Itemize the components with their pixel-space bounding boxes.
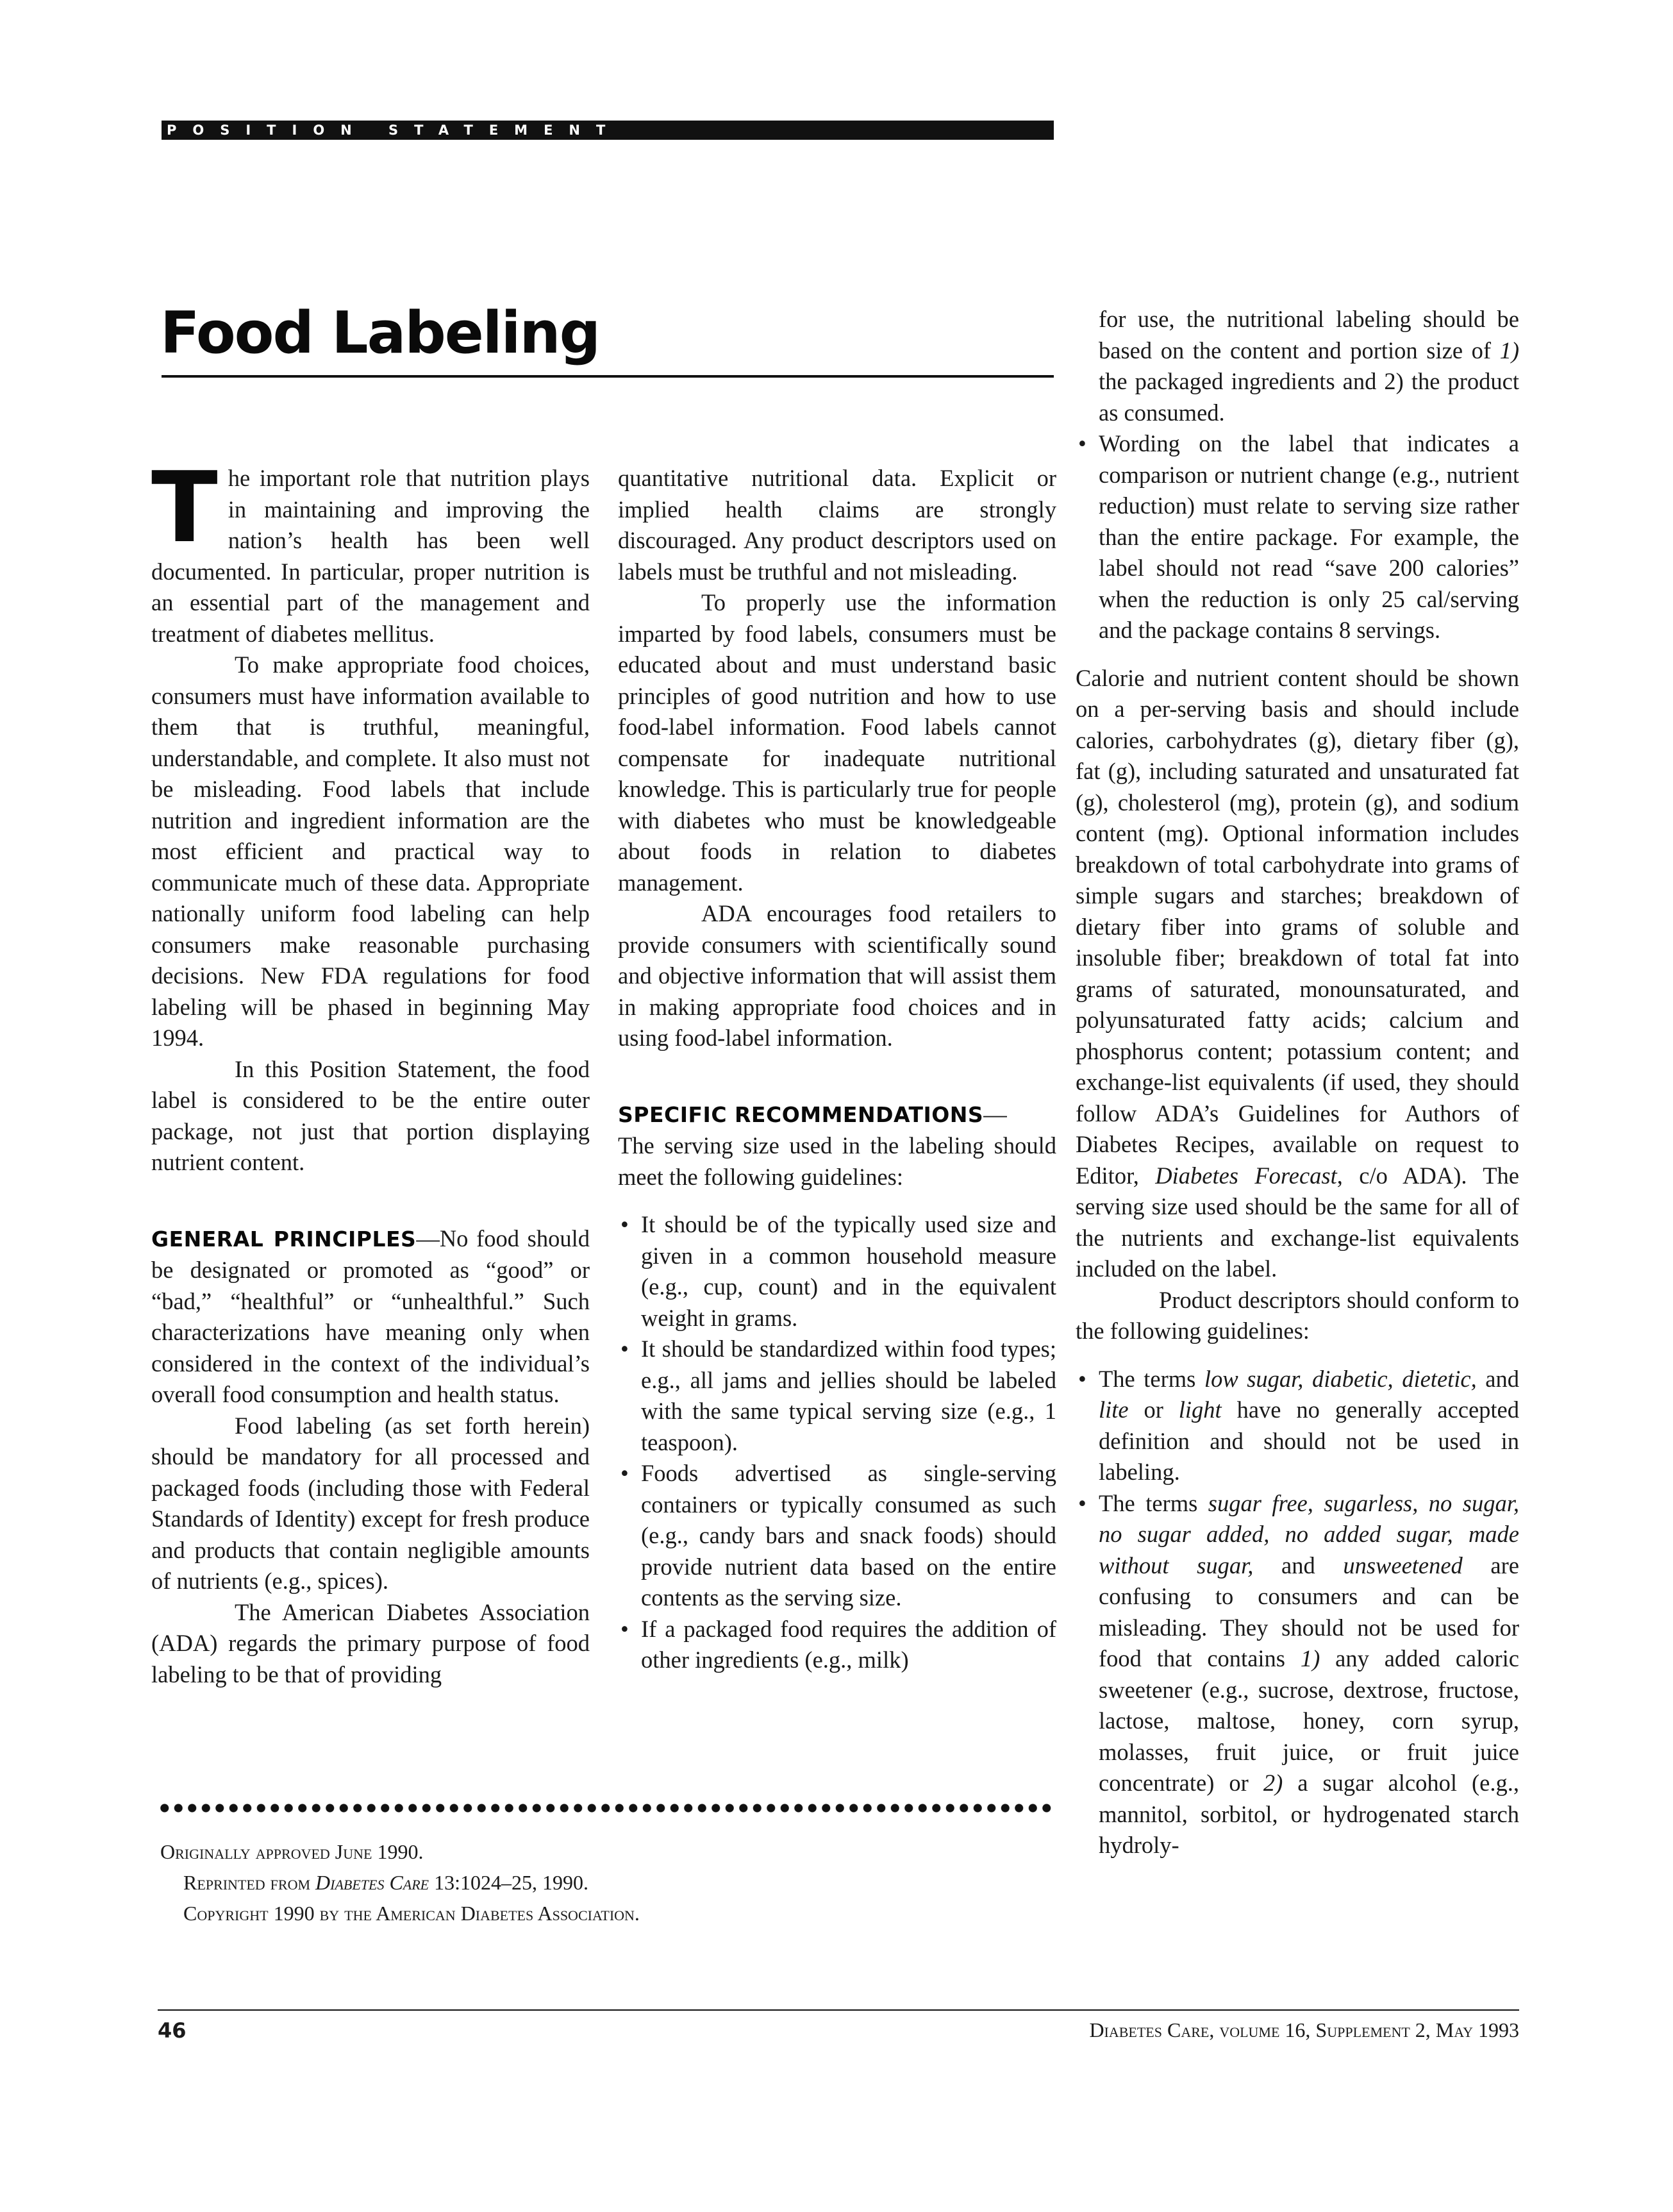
article-title: Food Labeling xyxy=(160,299,599,367)
column-2 xyxy=(618,463,1056,1676)
serving-size-guidelines-list-continued xyxy=(1076,304,1519,646)
list-item: • It should be of the typically used size and given in a common household measure (e.g., cup, count) and in the equivalent weight in grams. xyxy=(620,1211,1056,1331)
paragraph: To make appropriate food choices, consumers must have information available to them that is truthful, meaningful, understandable, and complete. It also must not be misleading. Food labels that include nutrition and ingredient information are the most efficient and practical way to communicate much of these data. Appropriate nationally uniform food labeling can help consumers make reasonable purchasing decisions. New FDA regulations for food labeling will be phased in beginning May 1994. xyxy=(151,651,590,1051)
paragraph: Food labeling (as set forth herein) should be mandatory for all processed and packaged foods (including those with Federal Standards of Identity) except for fresh produce and products that contain negligible amounts of nutrients (e.g., spices). xyxy=(151,1412,590,1594)
general-principles-paragraph: GENERAL PRINCIPLES—No food should be designated or promoted as “good” or “bad,” “healthful” or “unhealthful.” Such characterizations have meaning only when considered in the context of the individual’s overall food consumption and health status. xyxy=(151,1225,590,1407)
credit-approved: Originally approved June 1990. xyxy=(160,1840,424,1863)
paragraph: quantitative nutritional data. Explicit or implied health claims are strongly discouraged. Any product descriptors used on labels must be truthful and not misleading. xyxy=(618,465,1056,585)
paragraph: The American Diabetes Association (ADA) regards the primary purpose of food labeling to be that of providing xyxy=(151,1598,590,1688)
title-rule xyxy=(162,375,1054,378)
section-label: POSITION STATEMENT xyxy=(167,122,622,138)
paragraph: ADA encourages food retailers to provide consumers with scientifically sound and objective information that will assist them in making appropriate food choices and in using food-label information. xyxy=(618,900,1056,1051)
list-item: • It should be standardized within food types; e.g., all jams and jellies should be labeled with the same typical serving size (e.g., 1 teaspoon). xyxy=(620,1336,1056,1455)
list-item: • The terms low sugar, diabetic, dietetic, and lite or light have no generally accepted definition and should not be used in labeling. xyxy=(1078,1365,1520,1485)
journal-citation: Diabetes Care, volume 16, Supplement 2, May 1993 xyxy=(1089,2018,1519,2041)
drop-cap: T xyxy=(151,451,218,564)
credits xyxy=(160,1836,640,1929)
page-number: 46 xyxy=(158,2018,187,2043)
product-descriptor-guidelines-list xyxy=(1076,1364,1519,1861)
specific-recommendations-paragraph: SPECIFIC RECOMMENDATIONS— The serving size used in the labeling should meet the following guidelines: xyxy=(618,1100,1056,1190)
credit-copyright: Copyright 1990 by the American Diabetes Association. xyxy=(183,1902,640,1925)
list-item-continued: for use, the nutritional labeling should be based on the content and portion size of 1) the packaged ingredients and 2) the product as consumed. xyxy=(1099,306,1519,426)
paragraph: In this Position Statement, the food label is considered to be the entire outer package, not just that portion displaying nutrient content. xyxy=(151,1055,590,1175)
list-item: • If a packaged food requires the addition of other ingredients (e.g., milk) xyxy=(620,1615,1056,1673)
section-heading-general-principles: GENERAL PRINCIPLES xyxy=(151,1226,417,1252)
section-banner xyxy=(162,121,1054,140)
column-3 xyxy=(1076,304,1519,1861)
section-heading-specific-recommendations: SPECIFIC RECOMMENDATIONS xyxy=(618,1102,984,1127)
credit-reprinted: Reprinted from Diabetes Care 13:1024–25, 1990. xyxy=(183,1871,589,1894)
paragraph: Product descriptors should conform to the following guidelines: xyxy=(1076,1286,1519,1344)
footer-rule xyxy=(158,2009,1519,2011)
nutrient-content-paragraph: Calorie and nutrient content should be shown on a per-serving basis and should include calories, carbohydrates (g), dietary fiber (g), fat (g), including saturated and unsaturated fat (g), cholesterol (mg), protein (g), and sodium content (mg). Optional information includes breakdown of total carbohydrate into grams of simple sugars and starches; breakdown of dietary fiber into grams of soluble and insoluble fiber; breakdown of total fat into grams of saturated, monounsaturated, and polyunsaturated fatty acids; calcium and phosphorus content; potassium content; and exchange-list equivalents (if used, they should follow ADA’s Guidelines for Authors of Diabetes Recipes, available on request to Editor, Diabetes Forecast, c/o ADA). The serving size used should be the same for all of the nutrients and exchange-list equivalents included on the label. xyxy=(1076,664,1519,1282)
intro-paragraph: The important role that nutrition plays in maintaining and improving the nation’s health has been well documented. In particular, proper nutrition is an essential part of the management and treatment of diabetes mellitus. xyxy=(151,451,590,647)
list-item: • The terms sugar free, sugarless, no sugar, no sugar added, no added sugar, made without sugar, and unsweetened are confusing to consumers and can be misleading. They should not be used for food that contains 1) any added caloric sweetener (e.g., sucrose, dextrose, fructose, lactose, maltose, honey, corn syrup, molasses, fruit juice, or fruit juice concentrate) or 2) a sugar alcohol (e.g., mannitol, sorbitol, or hydrogenated starch hydroly- xyxy=(1078,1489,1520,1858)
dotted-divider xyxy=(158,1800,1055,1816)
paragraph: To properly use the information imparted by food labels, consumers must be educated about and must understand basic principles of good nutrition and how to use food-label information. Food labels cannot compensate for inadequate nutritional knowledge. This is particularly true for people with diabetes who must be knowledgeable about foods in relation to diabetes management. xyxy=(618,589,1056,896)
serving-size-guidelines-list xyxy=(618,1209,1056,1676)
list-item: • Wording on the label that indicates a comparison or nutrient change (e.g., nutrient reduction) must relate to serving size rather than the entire package. For example, the label should not read “save 200 calories” when the reduction is only 25 cal/serving and the package contains 8 servings. xyxy=(1078,430,1519,643)
column-1 xyxy=(151,451,590,1690)
list-item: • Foods advertised as single-serving containers or typically consumed as such (e.g., candy bars and snack foods) should provide nutrient data based on the entire contents as the serving size. xyxy=(620,1460,1056,1611)
